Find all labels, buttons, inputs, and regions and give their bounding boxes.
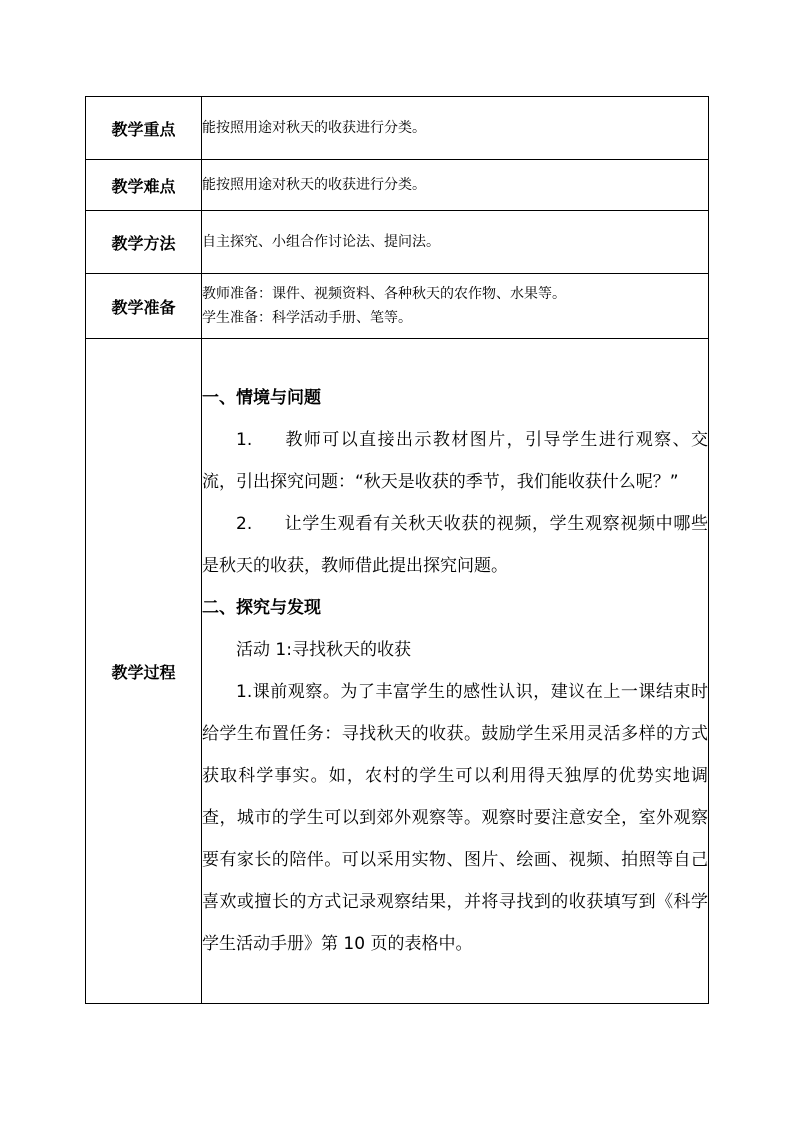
table-row — [86, 211, 709, 274]
row-content-methods: 自主探究、小组合作讨论法、提问法。 — [202, 211, 709, 274]
row-content-process — [202, 339, 709, 1004]
activity-description: 1.课前观察。为了丰富学生的感性认识，建议在上一课结束时给学生布置任务：寻找秋天的收获。鼓励学生采用灵活多样的方式获取科学事实。如，农村的学生可以利用得天独厚的优势实地调查，城市的学生可以到郊外观察等。观察时要注意安全，室外观察要有家长的陪伴。可以采用实物、图片、绘画、视频、拍照等自己喜欢或擅长的方式记录观察结果，并将寻找到的收获填写到《科学学生活动手册》第 10 页的表格中。 — [202, 682, 708, 954]
lesson-plan-table — [85, 96, 709, 1004]
table-row — [86, 160, 709, 211]
table-row — [86, 274, 709, 339]
table-row — [86, 339, 709, 1004]
item-number: 1. — [236, 430, 253, 450]
section-heading-explore: 二、探究与发现 — [202, 598, 321, 618]
activity-title: 活动 1:寻找秋天的收获 — [236, 640, 411, 660]
row-content-key-points: 能按照用途对秋天的收获进行分类。 — [202, 97, 709, 160]
row-content-difficulties: 能按照用途对秋天的收获进行分类。 — [202, 160, 709, 211]
row-content-preparation — [202, 274, 709, 339]
row-label-preparation: 教学准备 — [86, 274, 202, 339]
teacher-preparation: 教师准备：课件、视频资料、各种秋天的农作物、水果等。 — [202, 286, 566, 302]
process-item-1: 1. 教师可以直接出示教材图片，引导学生进行观察、交流，引出探究问题：“秋天是收获的季节，我们能收获什么呢？” — [202, 419, 708, 503]
row-label-difficulties: 教学难点 — [86, 160, 202, 211]
table-row — [86, 97, 709, 160]
row-label-process: 教学过程 — [86, 339, 202, 1004]
row-label-methods: 教学方法 — [86, 211, 202, 274]
item-number: 2. — [236, 514, 253, 534]
student-preparation: 学生准备：科学活动手册、笔等。 — [202, 310, 412, 326]
process-item-2: 2. 让学生观看有关秋天收获的视频，学生观察视频中哪些是秋天的收获，教师借此提出探究问题。 — [202, 503, 708, 587]
section-heading-situation: 一、情境与问题 — [202, 388, 321, 408]
row-label-key-points: 教学重点 — [86, 97, 202, 160]
